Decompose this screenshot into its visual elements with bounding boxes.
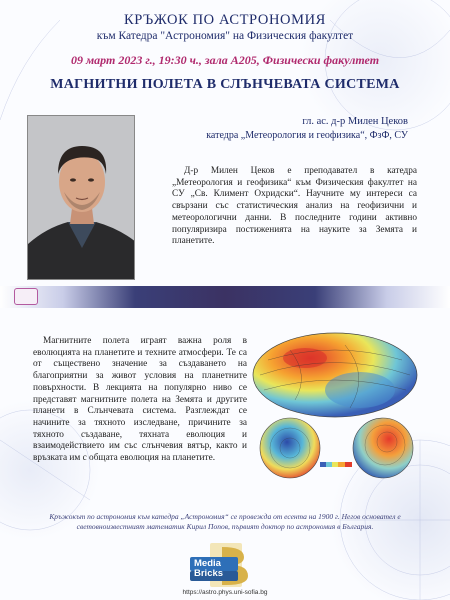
decorative-band [0, 286, 450, 308]
faculty-logo-icon [14, 288, 38, 305]
magnetic-field-maps [250, 330, 420, 485]
speaker-bio: Д-р Милен Цеков е преподавател в катедра „Метеорология и геофизика“ към Физическия факултет на СУ „Св. Климент Охридски“. Научните му интереси са свързани със статистическия анализ на геофизични и метеорологични данни. В последните години активно популяризира постиженията на науките за Земята и планетите. [172, 166, 417, 247]
logo-line-bricks: Bricks [194, 568, 224, 579]
lecture-abstract: Магнитните полета играят важна роля в еволюцията на планетите и техните атмосфери. Те са от съществено значение за създаването на благоприятни за живот условия на планетните повърхности. В лекцията на популярно ниво се представят магнитните полета на Земята и другите планети в Слънчевата система. Разглеждат се начините за тяхното изследване, причините за тяхното създаване, тяхната еволюция и взаимодействието им със слънчевия вятър, както и връзката им с общата еволюция на планетите. [33, 336, 247, 464]
mediabricks-logo-text [194, 559, 223, 579]
speaker-affiliation: катедра „Метеорология и геофизика“, ФзФ, СУ [206, 130, 408, 141]
speaker-info [206, 115, 408, 142]
lecture-title: МАГНИТНИ ПОЛЕТА В СЛЪНЧЕВАТА СИСТЕМА [50, 77, 400, 92]
speaker-photo [27, 115, 135, 280]
page-subtitle: към Катедра "Астрономия" на Физическия факултет [96, 30, 354, 42]
speaker-name: гл. ас. д-р Милен Цеков [302, 116, 408, 127]
page-title: КРЪЖОК ПО АСТРОНОМИЯ [124, 12, 326, 28]
club-history-note: Кръжокът по астрономия към катедра „Астрономия“ се провежда от есента на 1900 г. Негов основател е световноизвестният математик Кирил Попов, първият доктор по астрономия в България. [49, 512, 401, 531]
event-date-place: 09 март 2023 г., 19:30 ч., зала А205, Физически факултет [70, 53, 380, 67]
website-url[interactable]: https://astro.phys.uni-sofia.bg [182, 589, 268, 596]
header [0, 12, 450, 93]
mediabricks-logo [182, 543, 270, 587]
logo-line-media: Media [194, 558, 221, 569]
